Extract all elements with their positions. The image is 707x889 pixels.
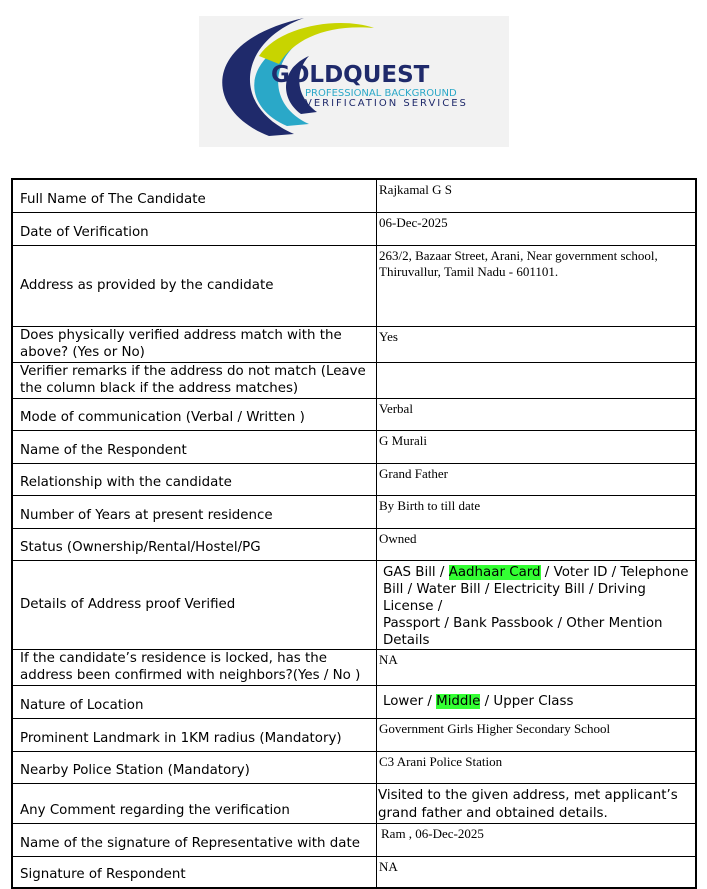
option-upper-class: Upper Class <box>493 694 574 709</box>
table-row <box>12 179 696 212</box>
row-label: Signature of Respondent <box>12 856 377 888</box>
row-label: Does physically verified address match with the above? (Yes or No) <box>12 326 377 362</box>
row-label: Nearby Police Station (Mandatory) <box>12 751 377 783</box>
row-label: Any Comment regarding the verification <box>12 783 377 823</box>
row-label: Date of Verification <box>12 212 377 245</box>
row-value: 06-Dec-2025 <box>377 212 697 245</box>
table-row <box>12 560 696 649</box>
row-value: Verbal <box>377 398 697 430</box>
table-row <box>12 649 696 685</box>
table-row <box>12 430 696 463</box>
table-row <box>12 398 696 430</box>
row-label: Status (Ownership/Rental/Hostel/PG <box>12 528 377 560</box>
table-row <box>12 783 696 823</box>
option-passport-passbook: Passport / Bank Passbook / Other Mention Details <box>383 615 663 648</box>
row-value: NA <box>377 856 697 888</box>
table-row <box>12 528 696 560</box>
row-value: Owned <box>377 528 697 560</box>
row-label: Prominent Landmark in 1KM radius (Mandatory) <box>12 718 377 751</box>
table-row <box>12 751 696 783</box>
address-proof-options: GAS Bill / Aadhaar Card / Voter ID / Telephone Bill / Water Bill / Electricity Bill / Driving License / Passport / Bank Passbook / Other Mention Details <box>377 560 697 649</box>
row-value: By Birth to till date <box>377 495 697 528</box>
option-voter-telephone: Voter ID / Telephone <box>553 564 689 580</box>
row-value: Visited to the given address, met applicant’s grand father and obtained details. <box>377 783 697 823</box>
table-row <box>12 463 696 495</box>
row-label: If the candidate’s residence is locked, has the address been confirmed with neighbors?(Yes / No ) <box>12 649 377 685</box>
company-logo <box>199 16 509 147</box>
table-row <box>12 326 696 362</box>
option-lower: Lower <box>383 694 424 709</box>
row-value: G Murali <box>377 430 697 463</box>
table-row <box>12 856 696 888</box>
row-label: Relationship with the candidate <box>12 463 377 495</box>
option-middle-selected: Middle <box>436 694 481 709</box>
table-row <box>12 823 696 856</box>
option-aadhaar-card-selected: Aadhaar Card <box>448 564 541 580</box>
table-row <box>12 245 696 326</box>
row-label: Details of Address proof Verified <box>12 560 377 649</box>
option-gas-bill: GAS Bill <box>383 564 436 580</box>
row-value: Grand Father <box>377 463 697 495</box>
verification-table <box>11 178 697 889</box>
row-value: Yes <box>377 326 697 362</box>
logo-tagline-1: PROFESSIONAL BACKGROUND <box>305 88 457 99</box>
row-label: Mode of communication (Verbal / Written ) <box>12 398 377 430</box>
logo-tagline-2: VERIFICATION SERVICES <box>305 98 468 109</box>
option-bills-license: Bill / Water Bill / Electricity Bill / Driving License / <box>383 581 646 614</box>
table-row <box>12 495 696 528</box>
row-value: Rajkamal G S <box>377 179 697 212</box>
row-value <box>377 362 697 398</box>
row-label: Verifier remarks if the address do not match (Leave the column black if the address matches) <box>12 362 377 398</box>
row-label: Name of the Respondent <box>12 430 377 463</box>
row-label: Address as provided by the candidate <box>12 245 377 326</box>
table-row <box>12 362 696 398</box>
row-label: Name of the signature of Representative with date <box>12 823 377 856</box>
row-label: Number of Years at present residence <box>12 495 377 528</box>
row-value: NA <box>377 649 697 685</box>
row-value: 263/2, Bazaar Street, Arani, Near government school, Thiruvallur, Tamil Nadu - 601101. <box>377 245 697 326</box>
table-row <box>12 212 696 245</box>
row-value: Government Girls Higher Secondary School <box>377 718 697 751</box>
table-row <box>12 718 696 751</box>
row-label: Nature of Location <box>12 685 377 718</box>
row-value: Ram , 06-Dec-2025 <box>377 823 697 856</box>
location-options: Lower / Middle / Upper Class <box>377 685 697 718</box>
row-value: C3 Arani Police Station <box>377 751 697 783</box>
logo-brand-text: GOLDQUEST <box>271 62 430 88</box>
row-label: Full Name of The Candidate <box>12 179 377 212</box>
table-row <box>12 685 696 718</box>
